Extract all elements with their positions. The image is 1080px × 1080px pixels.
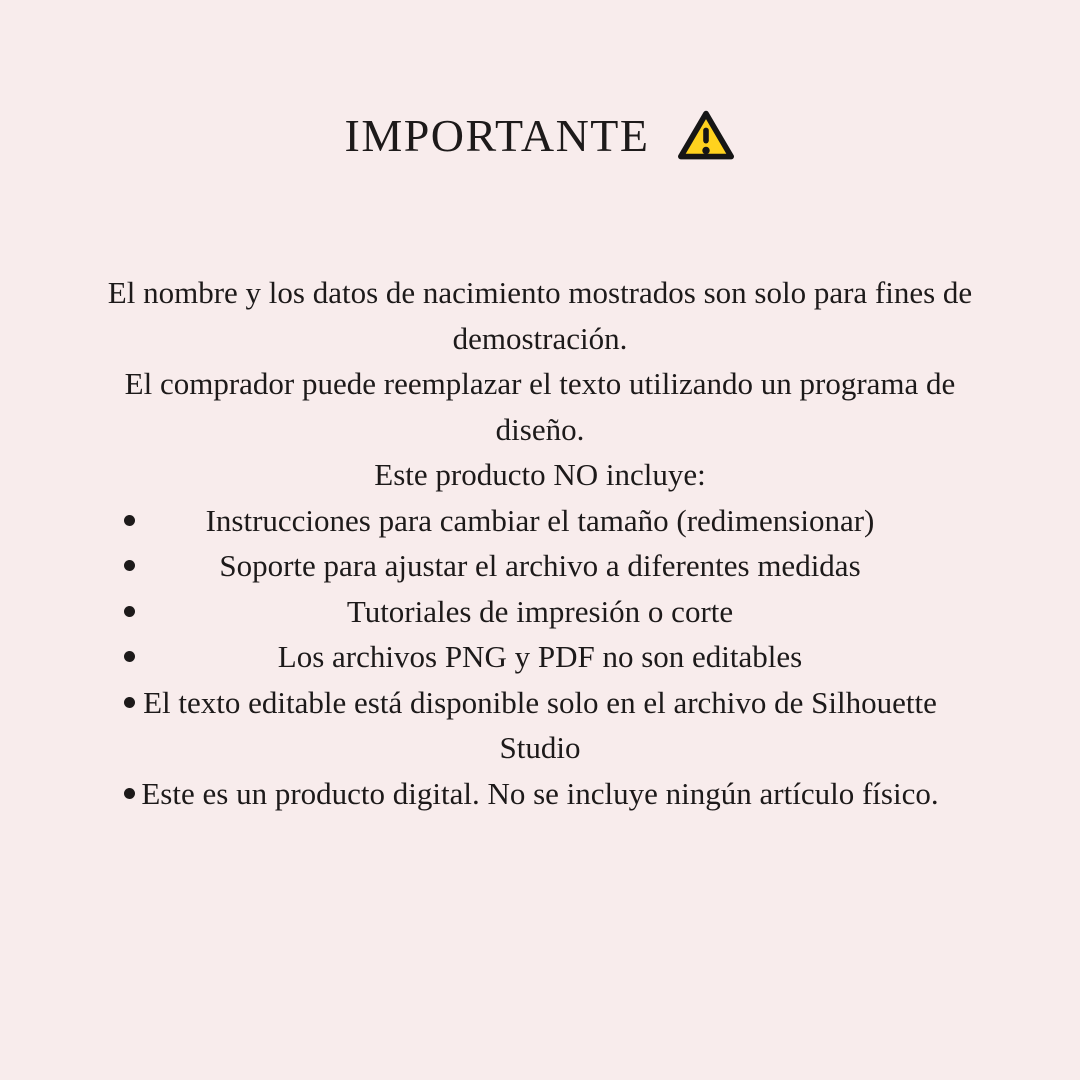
notice-content: [100, 270, 980, 816]
bullet-icon: [124, 560, 135, 571]
bullet-icon: [124, 606, 135, 617]
not-included-list: [100, 498, 980, 817]
list-item: [100, 771, 980, 817]
list-item: [100, 543, 980, 589]
list-item: [100, 634, 980, 680]
bullet-icon: [124, 697, 135, 708]
paragraph-not-included-heading: Este producto NO incluye:: [374, 457, 706, 492]
page-title: IMPORTANTE: [344, 110, 650, 161]
bullet-icon: [124, 651, 135, 662]
list-item-text: El texto editable está disponible solo en el archivo de Silhouette Studio: [143, 684, 937, 765]
list-item-text: Tutoriales de impresión o corte: [346, 593, 734, 629]
list-item-text: Instrucciones para cambiar el tamaño (redimensionar): [205, 502, 875, 538]
list-item: [100, 680, 980, 771]
list-item-text: Los archivos PNG y PDF no son editables: [277, 639, 803, 674]
list-item-text: Este es un producto digital. No se incluye ningún artículo físico.: [141, 775, 939, 811]
warning-triangle-icon: [676, 108, 736, 164]
bullet-icon: [124, 788, 135, 799]
list-item: [100, 589, 980, 635]
paragraph-demo-note: El nombre y los datos de nacimiento mostrados son solo para fines de demostración.: [107, 275, 973, 356]
paragraph-replace-text: El comprador puede reemplazar el texto utilizando un programa de diseño.: [124, 366, 956, 447]
list-item-text: Soporte para ajustar el archivo a diferentes medidas: [219, 548, 861, 583]
list-item: [100, 498, 980, 544]
title-row: [0, 106, 1080, 166]
bullet-icon: [124, 515, 135, 526]
